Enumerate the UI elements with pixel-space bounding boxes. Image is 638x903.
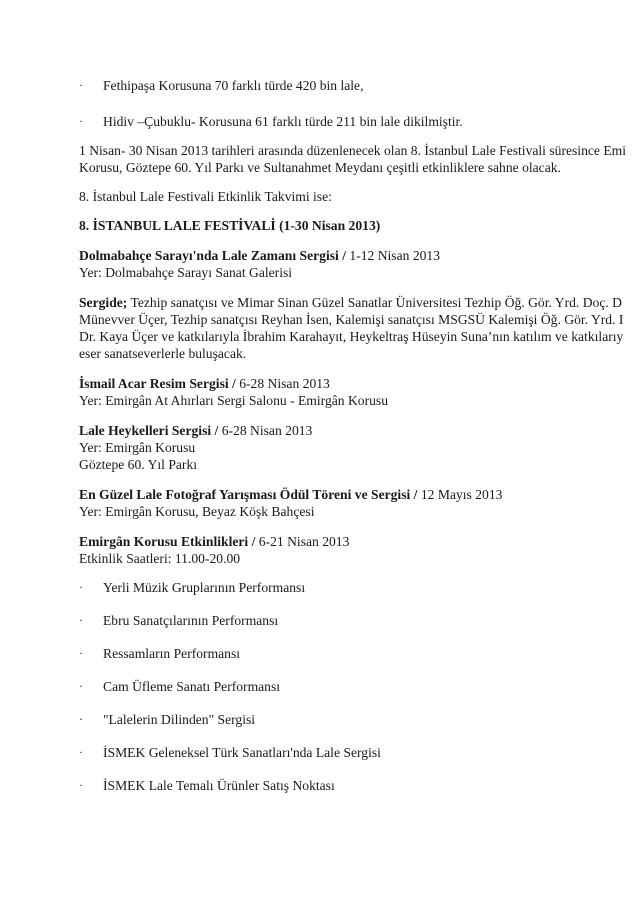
list-item-text: İSMEK Geleneksel Türk Sanatları'nda Lale Sergisi — [103, 745, 381, 760]
sergide-line-4: eser sanatseverlerle buluşacak. — [79, 346, 247, 361]
intro-line-2: Korusu, Göztepe 60. Yıl Parkı ve Sultanahmet Meydanı çeşitli etkinliklere sahne olacak. — [79, 160, 561, 175]
list-item-text: Yerli Müzik Gruplarının Performansı — [103, 580, 306, 595]
festival-heading-text: 8. İSTANBUL LALE FESTİVALİ (1-30 Nisan 2013) — [79, 218, 381, 233]
sergide-text: Tezhip sanatçısı ve Mimar Sinan Güzel Sanatlar Üniversitesi Tezhip Öğ. Gör. Yrd. Doç. D — [127, 295, 622, 310]
festival-heading — [79, 217, 380, 234]
event-hours: Etkinlik Saatleri: 11.00-20.00 — [79, 551, 241, 566]
event-separator: / — [211, 423, 222, 438]
list-item-text: Hidiv –Çubuklu- Korusuna 61 farklı türde 211 bin lale dikilmiştir. — [103, 114, 463, 129]
sergide-line-2: Münevver Üçer, Tezhip sanatçısı Reyhan İsen, Kalemişi sanatçısı MSGSÜ Kalemişi Öğ. Gör. Yrd. I — [79, 312, 624, 327]
event-separator: / — [410, 487, 421, 502]
event-ismail-heading — [79, 375, 330, 392]
bullet-marker: · — [79, 78, 83, 92]
event-separator: / — [228, 376, 240, 391]
list-item-text: "Lalelerin Dilinden" Sergisi — [103, 712, 256, 727]
bullet-marker: · — [79, 679, 83, 693]
event-foto-heading — [79, 486, 502, 503]
event-date: 12 Mayıs 2013 — [420, 487, 503, 502]
bullet-marker: · — [79, 778, 83, 792]
event-place: Yer: Emirgân Korusu — [79, 440, 196, 455]
event-title: En Güzel Lale Fotoğraf Yarışması Ödül Töreni ve Sergisi — [79, 487, 411, 502]
event-separator: / — [338, 248, 350, 263]
event-place: Yer: Emirgân At Ahırları Sergi Salonu - Emirgân Korusu — [79, 393, 388, 408]
list-item-text: Ebru Sanatçılarının Performansı — [103, 613, 279, 628]
event-date: 6-28 Nisan 2013 — [221, 423, 313, 438]
event-place: Göztepe 60. Yıl Parkı — [79, 457, 198, 472]
sergide-line-3: Dr. Kaya Üçer ve katkılarıyla İbrahim Karahayıt, Heykeltraş Hüseyin Suna’nın katılım ve katkılarıy — [79, 329, 624, 344]
list-item-text: İSMEK Lale Temalı Ürünler Satış Noktası — [103, 778, 335, 793]
event-place: Yer: Emirgân Korusu, Beyaz Köşk Bahçesi — [79, 504, 315, 519]
intro-line-1: 1 Nisan- 30 Nisan 2013 tarihleri arasında düzenlenecek olan 8. İstanbul Lale Festivali süresince Emi — [79, 143, 626, 158]
sergide-lead: Sergide; — [79, 295, 128, 310]
bullet-marker: · — [79, 580, 83, 594]
event-title: İsmail Acar Resim Sergisi — [79, 376, 229, 391]
event-heykel-heading — [79, 422, 312, 439]
event-separator: / — [248, 534, 259, 549]
event-place: Yer: Dolmabahçe Sarayı Sanat Galerisi — [79, 265, 293, 280]
event-title: Dolmabahçe Sarayı'nda Lale Zamanı Sergisi — [79, 248, 339, 263]
list-item-text: Ressamların Performansı — [103, 646, 241, 661]
event-date: 6-28 Nisan 2013 — [239, 376, 330, 391]
calendar-intro: 8. İstanbul Lale Festivali Etkinlik Takvimi ise: — [79, 189, 332, 204]
event-title: Lale Heykelleri Sergisi — [79, 423, 212, 438]
bullet-marker: · — [79, 745, 83, 759]
bullet-marker: · — [79, 613, 83, 627]
event-emirgan-heading — [79, 533, 349, 550]
event-date: 1-12 Nisan 2013 — [349, 248, 441, 263]
bullet-marker: · — [79, 646, 83, 660]
event-title: Emirgân Korusu Etkinlikleri — [79, 534, 249, 549]
list-item-text: Cam Üfleme Sanatı Performansı — [103, 679, 281, 694]
event-date: 6-21 Nisan 2013 — [258, 534, 350, 549]
list-item-text: Fethipaşa Korusuna 70 farklı türde 420 bin lale, — [103, 78, 364, 93]
bullet-marker: · — [79, 712, 83, 726]
sergide-line-1 — [79, 294, 622, 311]
bullet-marker: · — [79, 114, 83, 128]
event-dolmabahce-heading — [79, 247, 440, 264]
